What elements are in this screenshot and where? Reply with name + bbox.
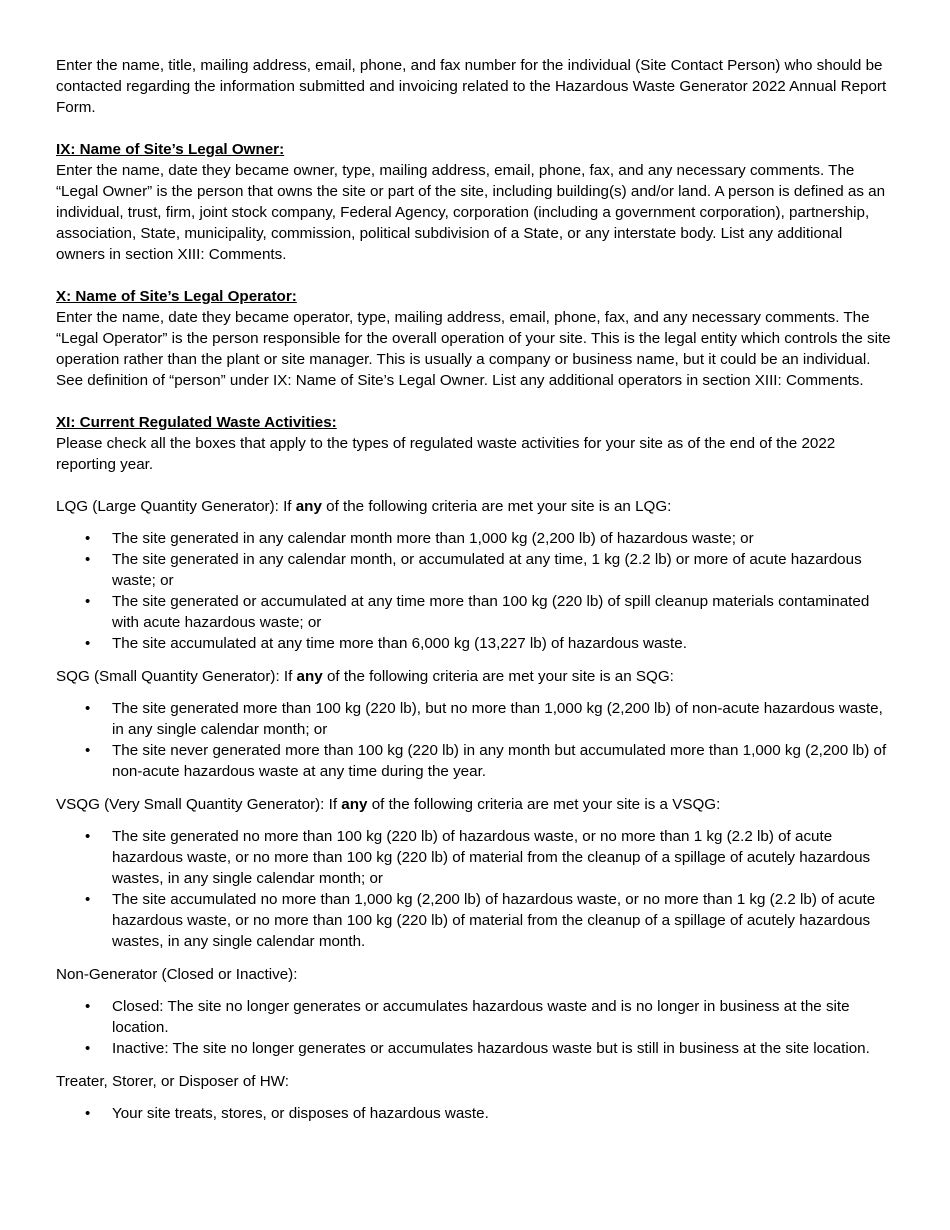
legal-operator-section bbox=[56, 286, 895, 391]
list-item: • The site accumulated at any time more than 6,000 kg (13,227 lb) of hazardous waste. bbox=[112, 633, 895, 654]
vsqg-title-post: of the following criteria are met your site is a VSQG: bbox=[367, 796, 721, 813]
sqg-criteria-title bbox=[56, 666, 895, 687]
tsd-title: Treater, Storer, or Disposer of HW: bbox=[56, 1073, 289, 1090]
lqg-title-emphasis: any bbox=[295, 498, 322, 515]
sqg-title-pre: SQG (Small Quantity Generator): If bbox=[56, 668, 297, 685]
legal-owner-body: Enter the name, date they became owner, type, mailing address, email, phone, fax, and any necessary comments. The “Legal Owner” is the person that owns the site or part of the site, including building(s) and/or land. A person is defined as an individual, trust, firm, joint stock company, Federal Agency, corporation (including a government corporation), partnership, association, State, municipality, commission, political subdivision of a State, or any interstate body. List any additional owners in section XIII: Comments. bbox=[56, 162, 886, 263]
sqg-title-emphasis: any bbox=[296, 668, 323, 685]
waste-activities-body: Please check all the boxes that apply to the types of regulated waste activities for your site as of the end of the 2022 reporting year. bbox=[56, 435, 836, 473]
list-item: • Inactive: The site no longer generates or accumulates hazardous waste but is still in business at the site location. bbox=[112, 1038, 895, 1059]
vsqg-criteria-title bbox=[56, 794, 895, 815]
lqg-criteria-title bbox=[56, 496, 895, 517]
tsd-list bbox=[56, 1103, 895, 1124]
vsqg-criteria-list bbox=[56, 826, 895, 952]
list-item: • The site never generated more than 100 kg (220 lb) in any month but accumulated more than 1,000 kg (2,200 lb) of non-acute hazardous waste at any time during the year. bbox=[112, 740, 895, 782]
sqg-criteria-list bbox=[56, 698, 895, 782]
list-item: • The site generated in any calendar month, or accumulated at any time, 1 kg (2.2 lb) or more of acute hazardous waste; or bbox=[112, 549, 895, 591]
vsqg-title-pre: VSQG (Very Small Quantity Generator): If bbox=[56, 796, 342, 813]
legal-operator-body: Enter the name, date they became operator, type, mailing address, email, phone, fax, and any necessary comments. The “Legal Operator” is the person responsible for the overall operation of your site. This is the legal entity which controls the site operation rather than the plant or site manager. This is usually a company or business name, but it could be an individual. See definition of “person” under IX: Name of Site’s Legal Owner. List any additional operators in section XIII: Comments. bbox=[56, 309, 891, 389]
list-item: • The site generated no more than 100 kg (220 lb) of hazardous waste, or no more than 1 kg (2.2 lb) of acute hazardous waste, or no more than 100 kg (220 lb) of material from the cleanup of a spillage of acutely hazardous wastes, in any single calendar month; or bbox=[112, 826, 895, 889]
list-item: • The site accumulated no more than 1,000 kg (2,200 lb) of hazardous waste, or no more than 1 kg (2.2 lb) of acute hazardous waste, or no more than 100 kg (220 lb) of material from the cleanup of a spillage of acutely hazardous wastes, in any single calendar month. bbox=[112, 889, 895, 952]
waste-activities-section bbox=[56, 412, 895, 475]
list-item: • The site generated more than 100 kg (220 lb), but no more than 1,000 kg (2,200 lb) of non-acute hazardous waste, in any single calendar month; or bbox=[112, 698, 895, 740]
list-item: • The site generated in any calendar month more than 1,000 kg (2,200 lb) of hazardous waste; or bbox=[112, 528, 895, 549]
legal-owner-section bbox=[56, 139, 895, 265]
non-generator-title: Non-Generator (Closed or Inactive): bbox=[56, 966, 298, 983]
list-item: • The site generated or accumulated at any time more than 100 kg (220 lb) of spill cleanup materials contaminated with acute hazardous waste; or bbox=[112, 591, 895, 633]
waste-activities-heading: XI: Current Regulated Waste Activities: bbox=[56, 414, 337, 431]
lqg-title-pre: LQG (Large Quantity Generator): If bbox=[56, 498, 296, 515]
lqg-criteria-list bbox=[56, 528, 895, 654]
list-item: • Closed: The site no longer generates or accumulates hazardous waste and is no longer in business at the site location. bbox=[112, 996, 895, 1038]
lqg-title-post: of the following criteria are met your site is an LQG: bbox=[321, 498, 672, 515]
list-item: • Your site treats, stores, or disposes of hazardous waste. bbox=[112, 1103, 895, 1124]
legal-owner-heading: IX: Name of Site’s Legal Owner: bbox=[56, 141, 285, 158]
vsqg-title-emphasis: any bbox=[341, 796, 368, 813]
intro-paragraph: Enter the name, title, mailing address, email, phone, and fax number for the individual (Site Contact Person) who should be contacted regarding the information submitted and invoicing related to the Hazardous Waste Generator 2022 Annual Report Form. bbox=[56, 57, 887, 116]
non-generator-list bbox=[56, 996, 895, 1059]
legal-operator-heading: X: Name of Site’s Legal Operator: bbox=[56, 288, 297, 305]
sqg-title-post: of the following criteria are met your site is an SQG: bbox=[322, 668, 674, 685]
